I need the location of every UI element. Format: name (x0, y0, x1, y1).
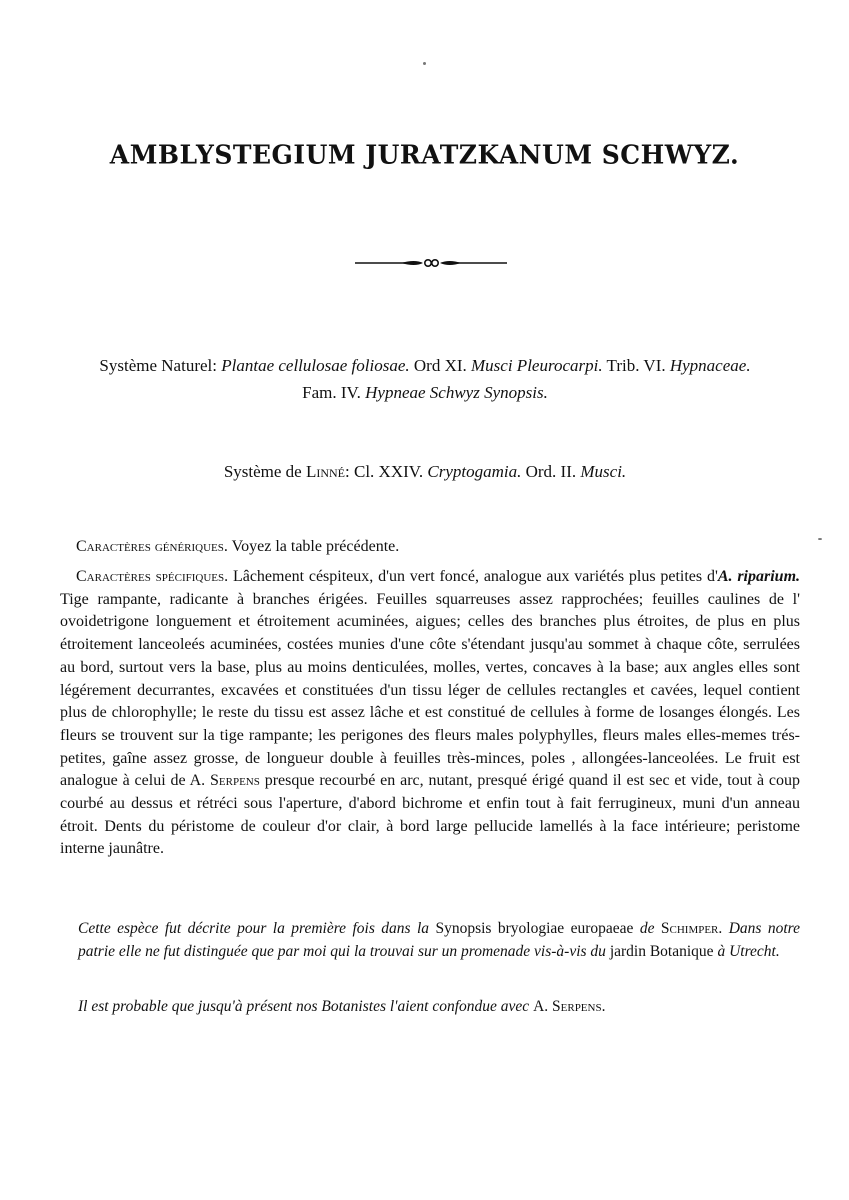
cryptogamia-name: Cryptogamia. (427, 462, 522, 481)
specific-text-3: presque recourbé en arc, nutant, presqué érigé quand il est sec et vide, tout à coup courbé au dessus et rétréci sous l'aperture, d'abord bichrome et enfin tout à fait ferrugineux, muni d'un anneau étroit. Dents du péristome de couleur d'or clair, à bord large pellucide lamellés à la face intérieure; peristome interne jaunâtre. (60, 772, 801, 858)
generic-characters (76, 538, 800, 556)
page-title: AMBLYSTEGIUM JURATZKANUM SCHWYZ. (109, 139, 740, 170)
trib-label: Trib. VI. (606, 356, 666, 375)
linne-colon: : (345, 462, 350, 481)
generic-text: Voyez la table précédente. (231, 538, 400, 555)
musci-name: Musci Pleurocarpi. (471, 356, 603, 375)
linne-name: Linné (305, 462, 346, 481)
systeme-linne (40, 462, 810, 482)
hypneae-name: Hypneae Schwyz Synopsis. (365, 383, 548, 402)
paper-speck (818, 538, 822, 540)
generic-heading: Caractères génériques. (76, 538, 228, 555)
fam-label: Fam. IV. (302, 383, 361, 402)
systeme-naturel-label: Système Naturel: (99, 356, 217, 375)
riparium-name: A. riparium. (717, 568, 801, 585)
paper-speck (423, 62, 426, 65)
ord-label: Ord XI. (413, 356, 467, 375)
specific-heading: Caractères spécifiques. (76, 568, 229, 585)
schimper-name: Schimper. (660, 920, 723, 937)
jardin-botanique: jardin Botanique (609, 943, 714, 960)
class-label: Cl. XXIV. (354, 462, 424, 481)
specific-text-2: Tige rampante, radicante à branches érigées. Feuilles squarreuses assez rapprochées; feuilles caulines de l' ovoidetrigone longuement et étroitement acuminées, aigues; celles des branches plus étroites, de plus en plus étroitement lanceoleés acuminées, costées munies d'une côte s'étendant jusqu'au sommet à chaque côte, serrulées au bord, surtout vers la base, plus au moins denticulées, molles, vertes, concaves à la base; aux angles elles sont légérement decurrantes, excavées et constituées d'un tissu léger de cellules rectangles et cavées, lequel contient plus de chlorophylle; le reste du tissu est assez lâche et est constitué de cellules à forme de losanges élongés. Les fleurs se trouvent sur la tige rampante; les perigones des fleurs males polyphylles, fleurs males elles-memes trés-petites, gaîne assez grosse, de longueur double à feuilles très-minces, poles , allongées-lanceolées. Le fruit est analogue à celui de A. (60, 590, 800, 790)
ord-label-linne: Ord. II. (525, 462, 577, 481)
synopsis-title: Synopsis bryologiae europaeae (435, 920, 634, 937)
systeme-linne-label: Système de (223, 462, 302, 481)
note-first-description (78, 917, 800, 963)
musci-linne: Musci. (580, 462, 627, 481)
note2-text: Il est probable que jusqu'à présent nos Botanistes l'aient confondue avec (78, 998, 530, 1015)
hypnaceae-name: Hypnaceae. (669, 356, 751, 375)
note2-serpens: Serpens. (552, 998, 606, 1015)
systeme-naturel (40, 352, 810, 406)
ornament-divider-icon (355, 256, 507, 270)
specific-characters (60, 566, 800, 861)
note1-text-2: de (639, 920, 655, 937)
note1-text-1: Cette espèce fut décrite pour la première fois dans la (78, 920, 430, 937)
note1-text-4: à Utrecht. (717, 943, 780, 960)
plantae-name: Plantae cellulosae foliosae. (221, 356, 410, 375)
note-confusion (78, 998, 800, 1016)
note2-a: A. (533, 998, 549, 1015)
note1-text-3: Dans notre patrie elle ne fut distinguée que par moi qui la trouvai sur un promenade vis-à-vis du (78, 920, 800, 960)
serpens-name: Serpens (210, 772, 260, 790)
specific-text-1: Lâchement céspiteux, d'un vert foncé, analogue aux variétés plus petites d' (232, 568, 718, 585)
